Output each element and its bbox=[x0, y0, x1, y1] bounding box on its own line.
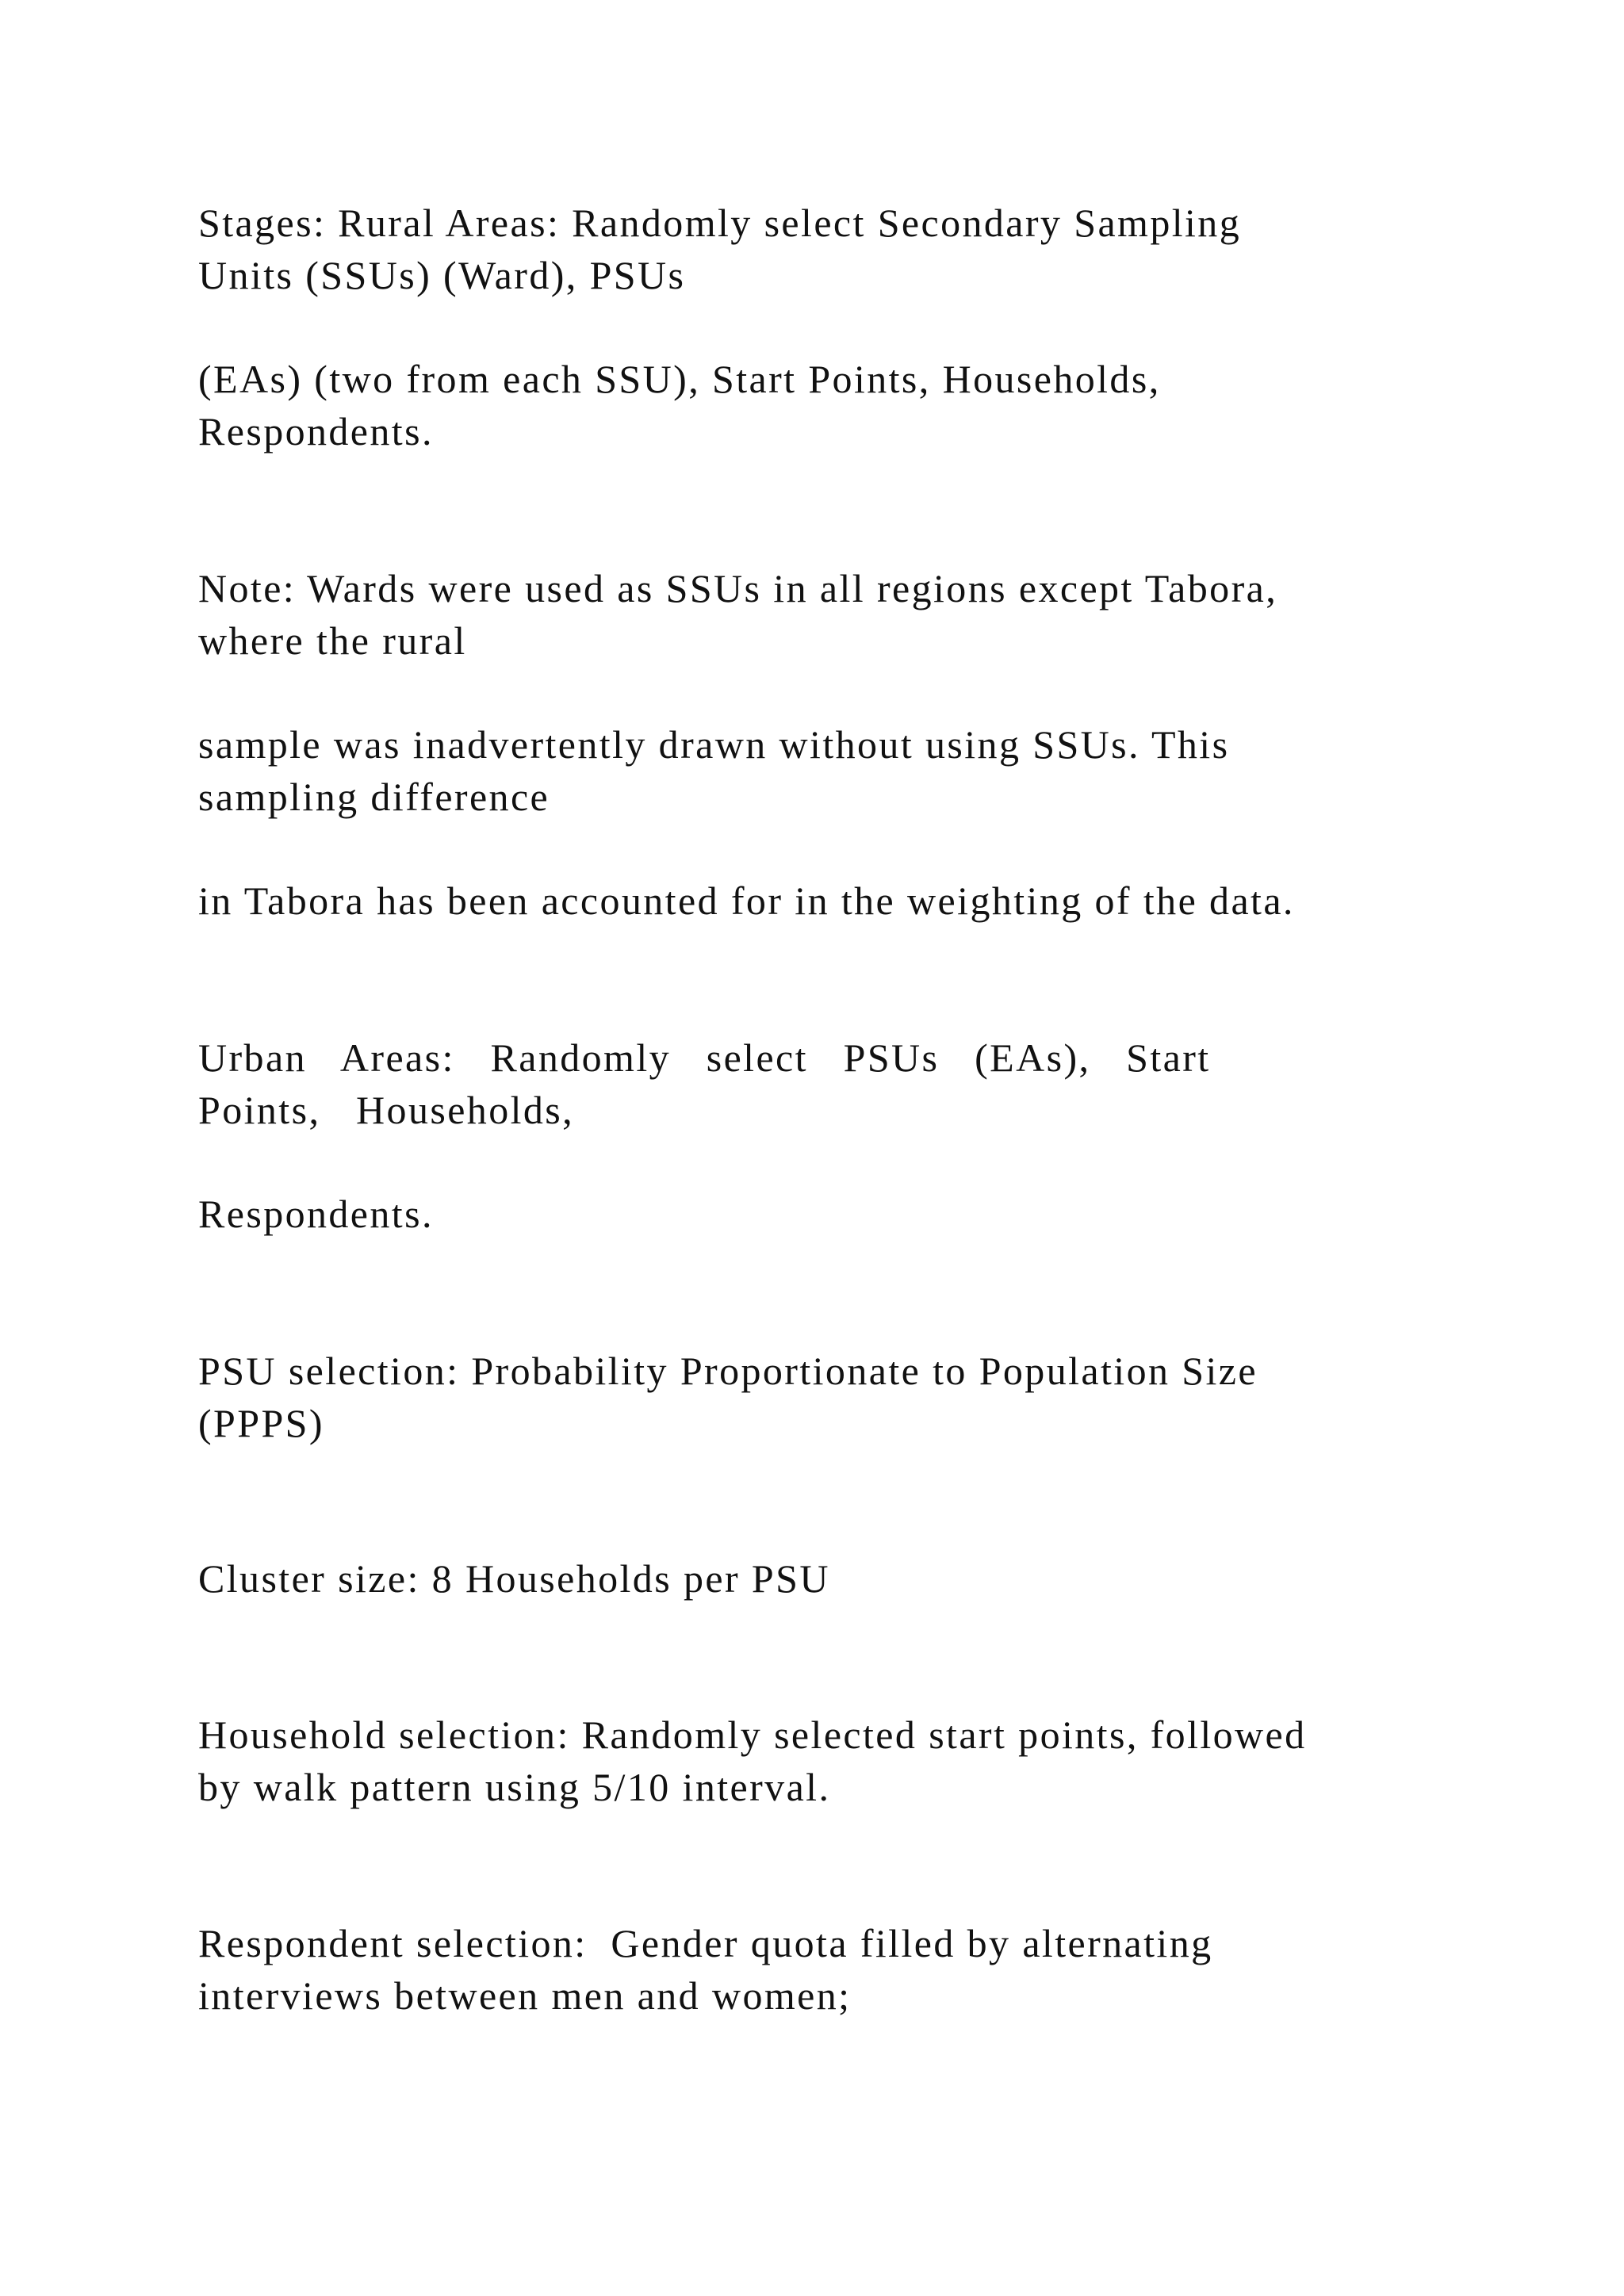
household-selection-line-1: Household selection: Randomly selected start points, followed bbox=[198, 1712, 1307, 1757]
psu-selection-line-1: PSU selection: Probability Proportionate to Population Size bbox=[198, 1349, 1258, 1393]
respondent-selection-line-2: interviews between men and women; bbox=[198, 1973, 852, 2018]
note-line-1: Note: Wards were used as SSUs in all regions except Tabora, bbox=[198, 566, 1278, 610]
urban-areas-line-3: Respondents. bbox=[198, 1192, 434, 1236]
note-line-5: in Tabora has been accounted for in the weighting of the data. bbox=[198, 878, 1295, 923]
respondent-selection-line-1: Respondent selection: Gender quota filled by alternating bbox=[198, 1921, 1213, 1965]
stages-rural-line-4: Respondents. bbox=[198, 409, 434, 453]
urban-areas-line-1: Urban Areas: Randomly select PSUs (EAs), Start bbox=[198, 1035, 1211, 1080]
stages-rural-line-1: Stages: Rural Areas: Randomly select Secondary Sampling bbox=[198, 201, 1242, 245]
stages-rural-line-3: (EAs) (two from each SSU), Start Points, Households, bbox=[198, 357, 1161, 401]
note-line-4: sampling difference bbox=[198, 775, 550, 819]
stages-rural-line-2: Units (SSUs) (Ward), PSUs bbox=[198, 253, 686, 297]
cluster-size-line: Cluster size: 8 Households per PSU bbox=[198, 1556, 830, 1601]
psu-selection-line-2: (PPPS) bbox=[198, 1401, 324, 1445]
note-line-2: where the rural bbox=[198, 618, 467, 663]
household-selection-line-2: by walk pattern using 5/10 interval. bbox=[198, 1765, 831, 1809]
urban-areas-line-2: Points, Households, bbox=[198, 1088, 575, 1132]
note-line-3: sample was inadvertently drawn without using SSUs. This bbox=[198, 722, 1230, 767]
